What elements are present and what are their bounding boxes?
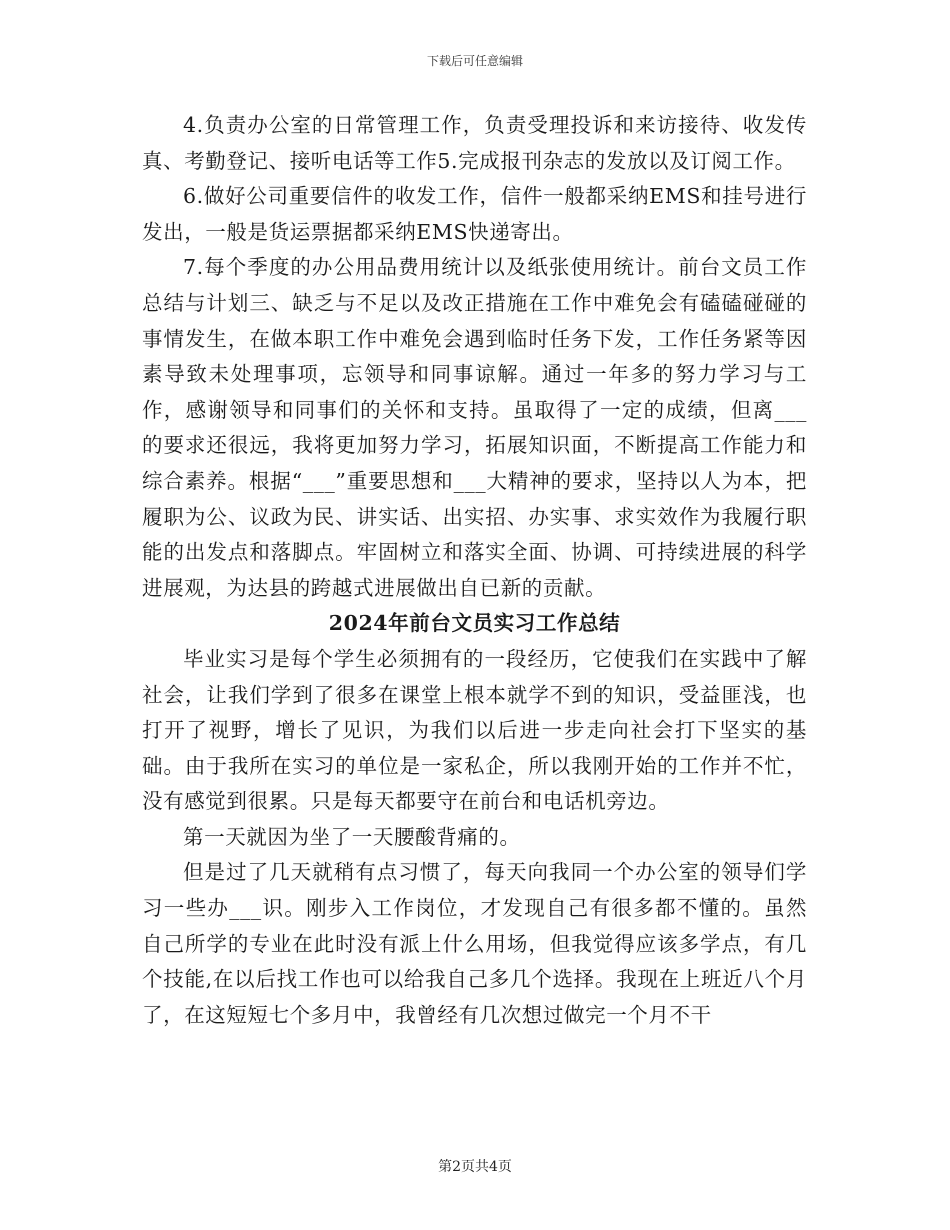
page-header: 下载后可任意编辑 [426,54,523,68]
document-body [142,108,807,1033]
paragraph-learning: 但是过了几天就稍有点习惯了，每天向我同一个办公室的领导们学习一些办___识。刚步入工作岗位，才发现自己有很多都不懂的。虽然自己所学的专业在此时没有派上什么用场，但我觉得应该多学点，有几个技能,在以后找工作也可以给我自己多几个选择。我现在上班近八个月了，在这短短七个多月中，我曾经有几次想过做完一个月不干 [142,860,807,1027]
page-number: 第2页共4页 [438,1159,512,1175]
paragraph-duty-4: 4.负责办公室的日常管理工作，负责受理投诉和来访接待、收发传真、考勤登记、接听电话等工作5.完成报刊杂志的发放以及订阅工作。 [142,113,807,173]
paragraph-duty-6: 6.做好公司重要信件的收发工作，信件一般都采纳EMS和挂号进行发出，一般是货运票据都采纳EMS快递寄出。 [142,184,807,244]
paragraph-first-day: 第一天就因为坐了一天腰酸背痛的。 [183,824,521,849]
paragraph-duty-7: 7.每个季度的办公用品费用统计以及纸张使用统计。前台文员工作总结与计划三、缺乏与不足以及改正措施在工作中难免会有磕磕碰碰的事情发生，在做本职工作中难免会遇到临时任务下发，工作任务紧等因素导致未处理事项，忘领导和同事谅解。通过一年多的努力学习与工作，感谢领导和同事们的关怀和支持。虽取得了一定的成绩，但离___的要求还很远，我将更加努力学习，拓展知识面，不断提高工作能力和综合素养。根据“___”重要思想和___大精神的要求，坚持以人为本，把履职为公、议政为民、讲实话、出实招、办实事、求实效作为我履行职能的出发点和落脚点。牢固树立和落实全面、协调、可持续进展的科学进展观，为达县的跨越式进展做出自已新的贡献。 [142,255,807,600]
paragraph-internship-intro: 毕业实习是每个学生必须拥有的一段经历，它使我们在实践中了解社会，让我们学到了很多在课堂上根本就学不到的知识，受益匪浅，也打开了视野，增长了见识，为我们以后进一步走向社会打下坚实的基础。由于我所在实习的单位是一家私企，所以我刚开始的工作并不忙，没有感觉到很累。只是每天都要守在前台和电话机旁边。 [142,646,807,814]
section-heading: 2024年前台文员实习工作总结 [328,611,621,636]
